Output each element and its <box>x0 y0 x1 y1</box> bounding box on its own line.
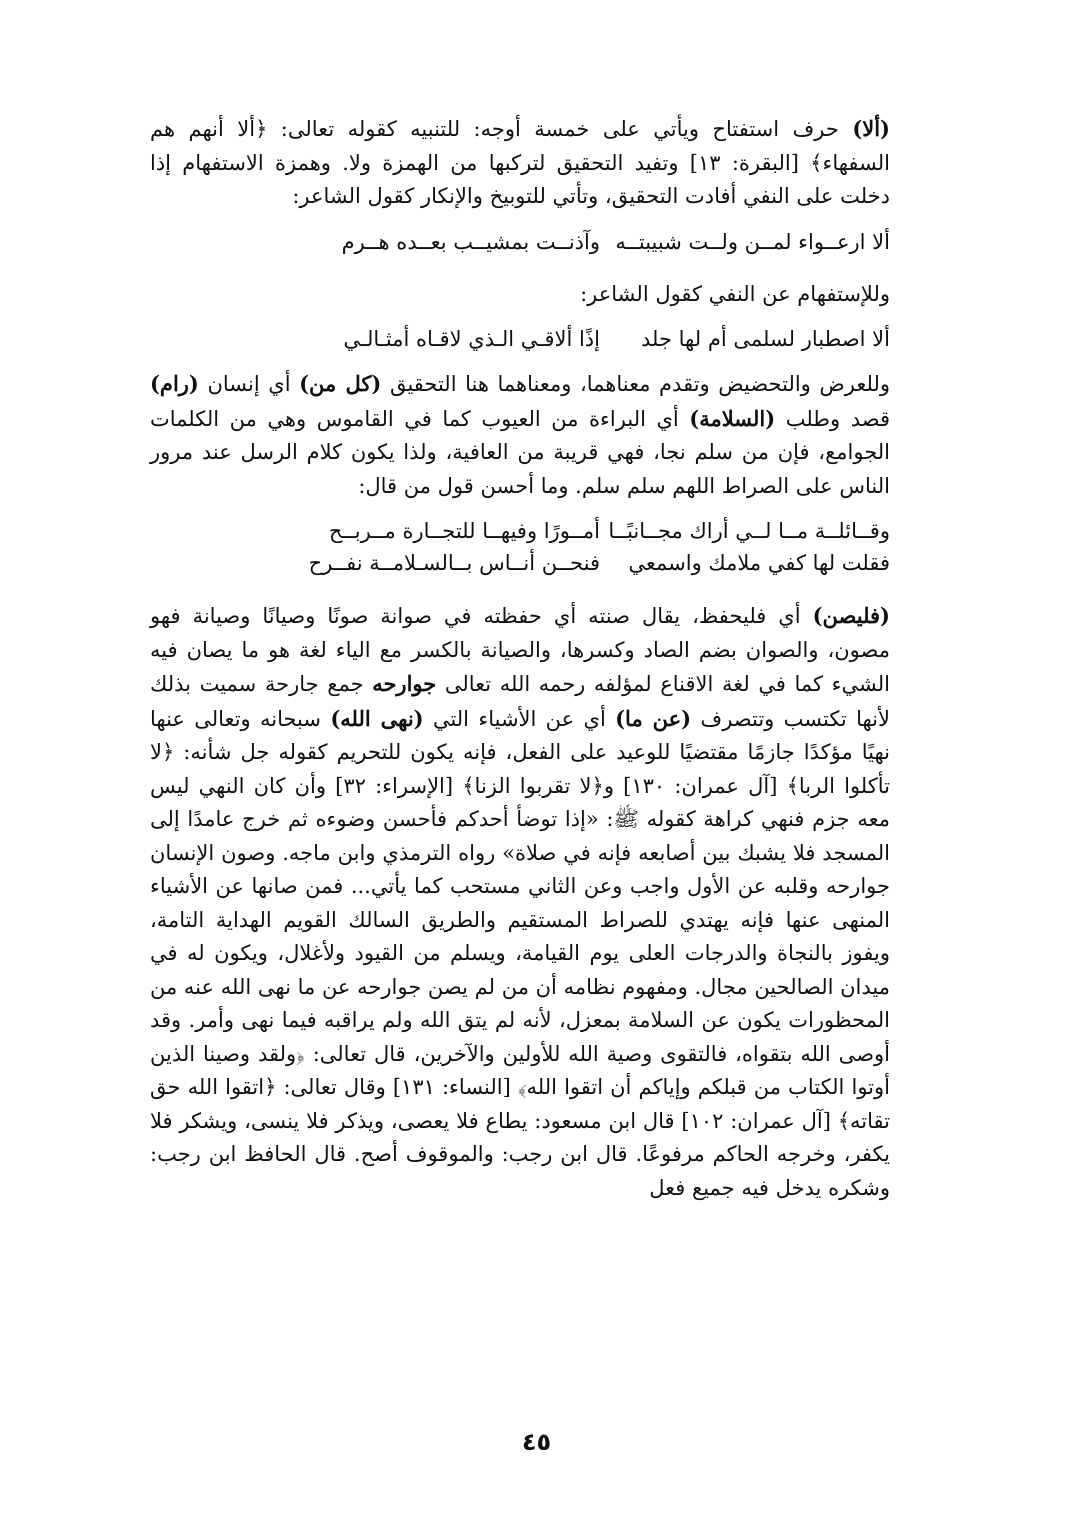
verse-1-second-hemistich: وآذنــت بمشيــب بعــده هــرم <box>341 229 600 254</box>
verse-2 <box>150 323 890 355</box>
verse-3-first-hemistich: وقــائلــة مــا لــي أراك مجــانبًــا <box>608 519 890 543</box>
paragraph-text: قصد وطلب <box>775 406 890 431</box>
page-number: ٤٥ <box>521 1428 552 1456</box>
term-an-ma: (عن ما) <box>615 705 692 731</box>
verse-1 <box>150 226 890 258</box>
paragraph-text: جمع جارحة سميت بذلك لأنها تكتسب وتتصرف <box>150 672 890 731</box>
term-salama: (السلامة) <box>689 405 776 431</box>
term-naha-allah: (نهى الله) <box>330 705 424 731</box>
verse-4-first-hemistich: فقلت لها كفي ملامك واسمعي <box>628 551 890 575</box>
term-kul-man: (كل من) <box>299 371 382 396</box>
paragraph-text: أي إنسان <box>198 372 300 396</box>
paragraph-salama <box>150 367 890 503</box>
verse-2-first-hemistich: ألا اصطبار لسلمى أم لها جلد <box>641 327 890 351</box>
paragraph-ala <box>150 112 890 214</box>
paragraph-text: أي فليحفظ، يقال صنته أي حفظته في صوانة صونًا وصيانًا وصيانة فهو مصون، والصوان بضم الصاد وكسرها، والصيانة بالكسر مع الياء لغة هو ما يصان فيه الشيء كما في لغة الاقناع لمؤلفه رحمه الله تعالى <box>150 604 890 696</box>
verse-3-second-hemistich: أمــورًا وفيهــا للتجــارة مــربــح <box>328 519 600 543</box>
paragraph-text: سبحانه وتعالى عنها نهيًا مؤكدًا جازمًا مقتضيًا للوعيد على الفعل، فإنه يكون للتحريم كقوله جل شأنه: ﴿لا تأكلوا الربا﴾ [آل عمران: ١٣٠] و﴿لا تقربوا الزنا﴾ [الإسراء: ٣٢] وأن كان النهي ليس معه جزم فنهي كراهة كقوله ﷺ: «إذا توضأ أحدكم فأحسن وضوءه ثم خرج عامدًا إلى المسجد فلا يشبك بين أصابعه فإنه في صلاة» رواه الترمذي وابن ماجه. وصون الإنسان جوارحه وقلبه عن الأول واجب وعن الثاني مستحب كما يأتي... فمن صانها عن الأشياء المنهى عنها فإنه يهتدي للصراط المستقيم والطريق السالك القويم الهداية التامة، ويفوز بالنجاة والدرجات العلى يوم القيامة، ويسلم من القيود ولأغلال، ويكون له في ميدان الصالحين مجال. ومفهوم نظامه أن من لم يصن جوارحه عن ما نهى الله عنه من المحظورات يكون عن السلامة بمعزل، لأنه لم يتق الله ولم يراقبه فيما نهى وأمر. وقد أوصى الله بتقواه، فالتقوى وصية الله للأولين والآخرين، قال تعالى: ﴿ولقد وصينا الذين أوتوا الكتاب من قبلكم وإياكم أن اتقوا الله﴾ [النساء: ١٣١] وقال تعالى: ﴿اتقوا الله حق تقاته﴾ [آل عمران: ١٠٢] قال ابن مسعود: يطاع فلا يعصى، ويذكر فلا ينسى، ويشكر فلا يكفر، وخرجه الحاكم مرفوعًا. قال ابن رجب: والموقوف أصح. قال الحافظ ابن رجب: وشكره يدخل فيه جميع فعل <box>150 706 890 1200</box>
verse-1-first-hemistich: ألا ارعــواء لمــن ولــت شبيبتــه <box>615 229 890 254</box>
verse-4-second-hemistich: فنحــن أنــاس بــالسـلامــة نفــرح <box>308 551 600 575</box>
paragraph-text: أي عن الأشياء التي <box>423 706 616 731</box>
page-content <box>150 112 890 1205</box>
verse-3 <box>150 515 890 547</box>
paragraph-text: أي البراءة من العيوب كما في القاموس وهي من الكلمات الجوامع، فإن من سلم نجا، فهي قريبة من العافية، ولذا يكون كلام الرسل عند مرور الناس على الصراط اللهم سلم سلم. وما أحسن قول من قال: <box>150 406 890 498</box>
term-falyasun: (فليصن) <box>812 603 890 628</box>
paragraph-text: وللعرض والتحضيض وتقدم معناهما، ومعناهما هنا التحقيق <box>381 372 890 396</box>
paragraph-falyasun <box>150 599 890 1205</box>
term-ala: (ألا) <box>852 116 890 141</box>
term-ram: (رام) <box>150 371 199 396</box>
term-jawarihahu: جوارحه <box>372 671 437 696</box>
verse-2-second-hemistich: إذًا ألاقـي الـذي لاقـاه أمثـالـي <box>343 327 600 351</box>
paragraph-istifham: وللإستفهام عن النفي كقول الشاعر: <box>580 281 890 306</box>
verse-4 <box>150 547 890 579</box>
paragraph-text: حرف استفتاح ويأتي على خمسة أوجه: للتنبيه كقوله تعالى: ﴿ألا أنهم هم السفهاء﴾ [البقرة: ١٣] وتفيد التحقيق لتركبها من الهمزة ولا. وهمزة الاستفهام إذا دخلت على النفي أفادت التحقيق، وتأتي للتوبيخ والإنكار كقول الشاعر: <box>150 117 890 208</box>
